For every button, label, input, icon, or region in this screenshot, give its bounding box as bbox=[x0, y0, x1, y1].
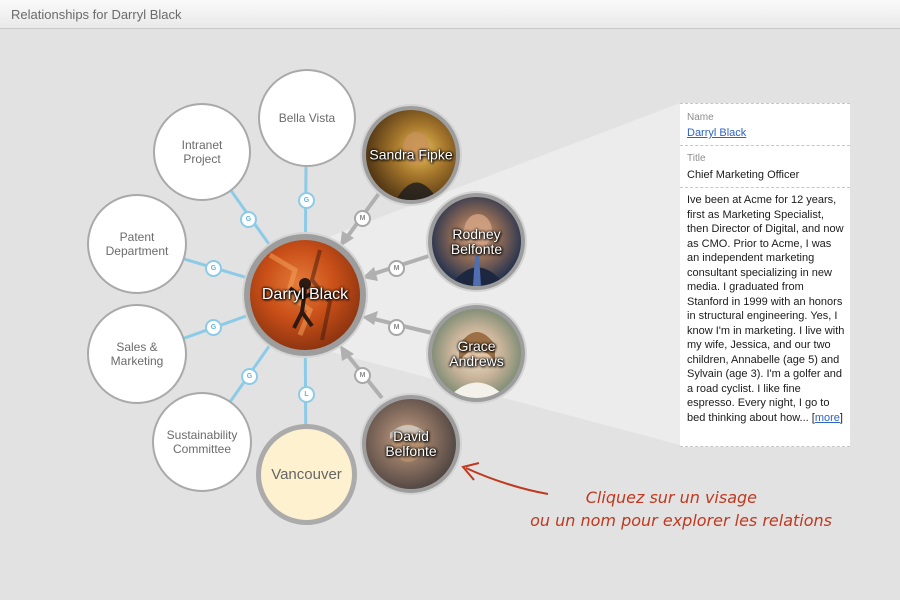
group-label-patent-department: Patent Department bbox=[105, 230, 169, 258]
group-node-patent-department[interactable] bbox=[87, 194, 187, 294]
person-node-sandra-fipke[interactable] bbox=[362, 106, 460, 204]
name-link[interactable]: Darryl Black bbox=[687, 127, 747, 139]
group-badge-sales-marketing: G bbox=[205, 319, 222, 336]
group-badge-sustainability-committee: G bbox=[241, 368, 258, 385]
group-label-sales-marketing: Sales & Marketing bbox=[110, 340, 164, 368]
person-node-rodney-belfonte[interactable] bbox=[428, 193, 525, 290]
details-panel bbox=[680, 103, 850, 447]
bio-body: Ive been at Acme for 12 years, first as Marketing Specialist, then Director of Digital, and now as CMO. Prior to Acme, I was an independent marketing consultant specializing in new media. I graduated from Stanford in 1999 with an honors in structural engineering. Yes, I know I'm in marketing. I live with my wife, Jessica, and our two children, Annabelle (age 5) and Sylvain (age 3). I'm a golfer and a road cyclist. I like fine espresso. Every night, I go to bed thinking about how... bbox=[687, 194, 845, 424]
person-name-grace-andrews[interactable]: Grace Andrews bbox=[449, 337, 504, 369]
location-node-vancouver[interactable] bbox=[256, 424, 357, 525]
person-name-sandra-fipke[interactable]: Sandra Fipke bbox=[369, 146, 453, 163]
group-node-sustainability-committee[interactable] bbox=[152, 392, 252, 492]
annotation-line-1: Cliquez sur un visage bbox=[585, 488, 757, 507]
group-node-intranet-project[interactable] bbox=[153, 103, 251, 201]
title-value: Chief Marketing Officer bbox=[687, 169, 800, 181]
member-badge-sandra-fipke: M bbox=[354, 210, 371, 227]
member-badge-grace-andrews: M bbox=[388, 319, 405, 336]
person-name-rodney-belfonte[interactable]: Rodney Belfonte bbox=[450, 225, 503, 257]
group-label-bella-vista: Bella Vista bbox=[278, 111, 336, 125]
group-label-intranet-project: Intranet Project bbox=[181, 138, 223, 166]
group-label-sustainability-committee: Sustainability Committee bbox=[166, 428, 238, 456]
annotation-line-2: ou un nom pour explorer les relations bbox=[530, 511, 832, 530]
annotation-arrowhead bbox=[463, 463, 479, 480]
window-title: Relationships for Darryl Black bbox=[11, 7, 182, 22]
group-badge-bella-vista: G bbox=[298, 192, 315, 209]
person-name-david-belfonte[interactable]: David Belfonte bbox=[385, 428, 437, 459]
person-node-david-belfonte[interactable] bbox=[362, 395, 460, 493]
group-node-sales-marketing[interactable] bbox=[87, 304, 187, 404]
center-person-name[interactable]: Darryl Black bbox=[261, 286, 349, 303]
location-badge-vancouver: L bbox=[298, 386, 315, 403]
title-label: Title bbox=[687, 153, 706, 164]
member-badge-david-belfonte: M bbox=[354, 367, 371, 384]
member-badge-rodney-belfonte: M bbox=[388, 260, 405, 277]
group-node-bella-vista[interactable] bbox=[258, 69, 356, 167]
details-divider bbox=[680, 145, 850, 146]
details-divider bbox=[680, 187, 850, 188]
center-person-darryl-black[interactable] bbox=[244, 234, 366, 356]
group-badge-patent-department: G bbox=[205, 260, 222, 277]
person-node-grace-andrews[interactable] bbox=[428, 305, 525, 402]
more-link[interactable]: more bbox=[814, 411, 840, 424]
location-label: Vancouver bbox=[271, 466, 342, 483]
bio-text: Ive been at Acme for 12 years, first as Marketing Specialist, then Director of Digital, and now as CMO. Prior to Acme, I was an independent marketing consultant specializing in new media. I graduated from Stanford in 1999 with an honors in structural engineering. Yes, I know I'm in marketing. I live with my wife, Jessica, and our two children, Annabelle (age 5) and Sylvain (age 3). I'm a golfer and a road cyclist. I like fine espresso. Every night, I go to bed thinking about how... [more] bbox=[687, 194, 845, 424]
name-label: Name bbox=[687, 112, 714, 123]
group-badge-intranet-project: G bbox=[240, 211, 257, 228]
